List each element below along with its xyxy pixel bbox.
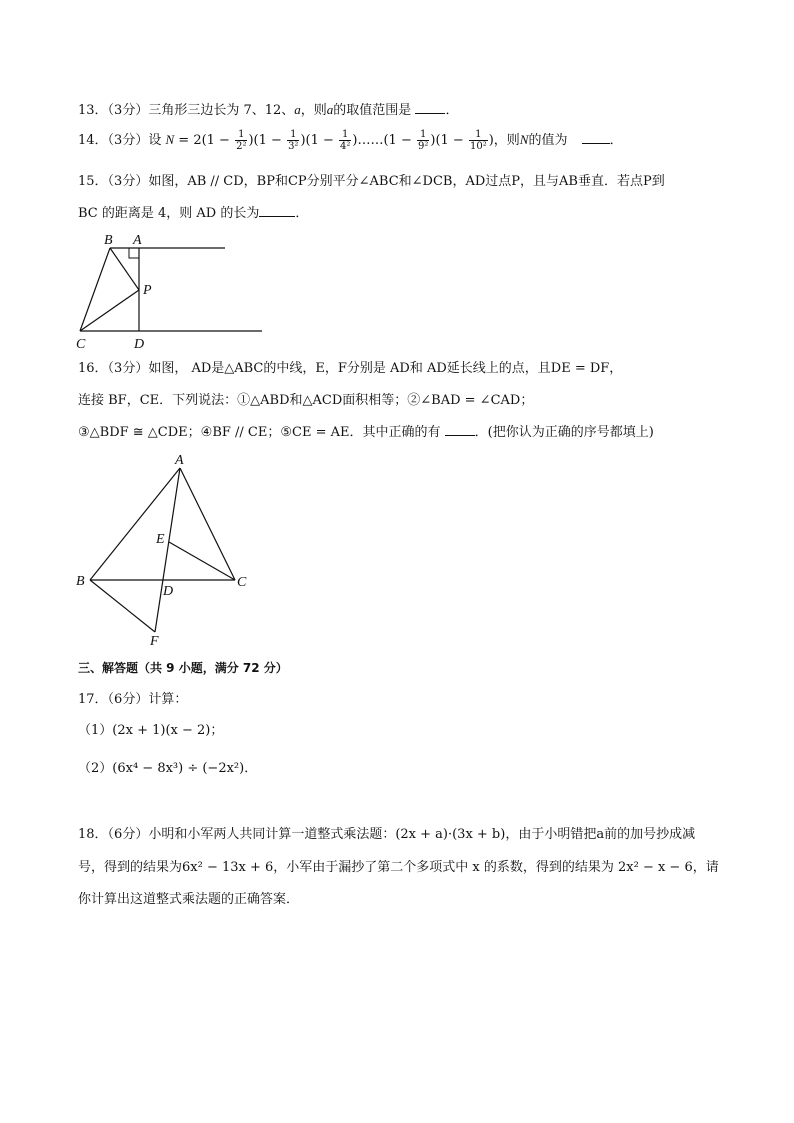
q15-line-2 [78,204,734,224]
q17-part-2: （2）(6x⁴ − 8x³) ÷ (−2x²)． [78,761,258,776]
q16-answer-blank[interactable] [445,423,475,436]
q15-end: ． [295,206,309,221]
label-p: P [143,283,152,298]
q14-number: 14．（3分） [78,133,149,148]
label-a: A [175,453,184,468]
q17-heading: 17．（6分）计算： [78,692,188,707]
q16-line-1: 16．（3分）如图， AD是△ABC的中线，E，F分别是 AD和 AD延长线上的点，且DE = DF， [78,361,623,376]
q13-end: ． [445,103,459,118]
label-f: F [150,634,159,649]
q18-line-2: 号，得到的结果为6x² − 13x + 6，小军由于漏抄了第二个多项式中 x 的系数，得到的结果为 2x² − x − 6，请 [78,860,719,875]
q13-text: 三角形三边长为 7、12、 [148,103,295,118]
q14-var-n: N [165,132,175,147]
q14-mul-4: )(1 − [430,133,464,148]
segment-ac [180,468,235,580]
q16-figure [70,450,260,650]
question-14 [78,120,734,160]
q13-var-a: a [294,102,301,117]
q16-end: ．(把你认为正确的序号都填上) [474,425,654,440]
q13-answer-blank[interactable] [415,101,445,114]
q14-answer-blank[interactable] [582,131,610,144]
segment-ab [90,468,180,580]
q15-answer-blank[interactable] [259,204,295,217]
label-b: B [104,233,113,248]
label-c: C [76,337,86,350]
right-angle-mark [129,248,139,258]
label-d: D [163,584,174,599]
q14-end: ． [609,133,623,148]
q13-number: 13．（3分） [78,103,149,118]
q14-eq: = 2(1 − [174,133,230,148]
q14-fraction-2: $\frac{1}{\text{3²}}$ [288,129,299,152]
q18-line-1: 18．（6分）小明和小军两人共同计算一道整式乘法题：(2x + a)·(3x + b)，由于小明错把a前的加号抄成减 [78,827,696,842]
segment-bc [80,248,110,331]
question-13 [78,100,734,121]
q14-fraction-5: $\frac{1}{\text{10²}}$ [469,129,487,152]
q13-var-a2: a [326,102,334,117]
q14-mul-1: )(1 − [248,133,282,148]
segment-bp [110,248,139,290]
label-b: B [76,574,85,589]
q14-fraction-4: $\frac{1}{\text{9²}}$ [418,129,429,152]
q14-mul-2: )(1 − [300,133,334,148]
q15-figure [70,228,270,350]
q16-line-2: 连接 BF，CE．下列说法：①△ABD和△ACD面积相等；②∠BAD = ∠CAD； [78,393,534,408]
q14-fraction-1: $\frac{1}{\text{2²}}$ [236,129,247,152]
q13-text3: 的取值范围是 [333,103,412,118]
q16-text: ③△BDF ≅ △CDE；④BF // CE；⑤CE = AE．其中正确的有 [78,425,441,440]
q16-line-3 [78,423,734,443]
q15-text: BC 的距离是 4，则 AD 的长为 [78,206,260,221]
segment-bf [90,580,155,632]
q15-line-1: 15．（3分）如图，AB // CD，BP和CP分别平分∠ABC和∠DCB，AD过点P，且与AB垂直．若点P到 [78,174,665,189]
label-c: C [237,575,247,590]
section-3-title: 三、解答题（共 9 小题，满分 72 分） [78,661,288,675]
segment-cp [80,290,139,331]
label-a: A [133,233,142,248]
label-d: D [134,337,145,350]
q14-lead: 设 [148,133,162,148]
q14-var-n2: N [519,132,529,147]
q17-part-1: （1）(2x + 1)(x − 2)； [78,723,224,738]
q13-text2: ，则 [300,103,327,118]
q14-tail: 的值为 [528,133,568,148]
q14-fraction-3: $\frac{1}{\text{4²}}$ [340,129,351,152]
q18-line-3: 你计算出这道整式乘法题的正确答案． [78,892,300,907]
segment-af [155,468,180,632]
q14-mul-3: )……(1 − [352,133,412,148]
q14-mul-5: )，则 [488,133,520,148]
label-e: E [156,532,165,547]
